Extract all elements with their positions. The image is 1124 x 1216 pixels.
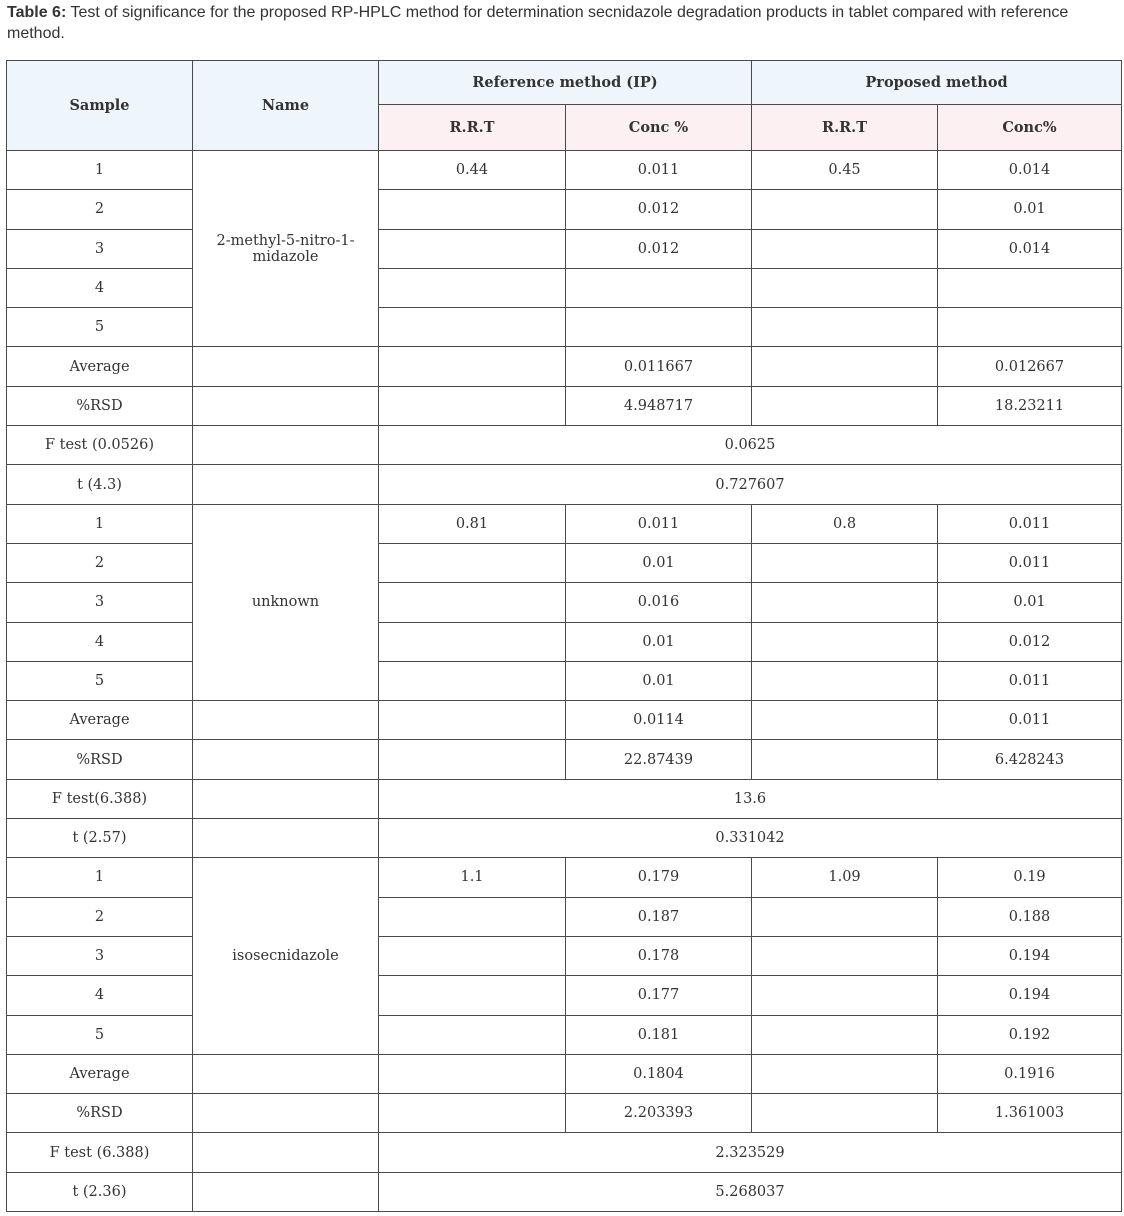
average-prop-cell: 0.011: [938, 701, 1122, 740]
ttest-label-cell: t (2.57): [7, 819, 193, 858]
table-row: [7, 308, 1122, 347]
table-caption: [7, 2, 1121, 44]
empty-cell: [193, 347, 379, 386]
ref-rrt-cell: [379, 583, 566, 622]
prop-rrt-cell: [752, 268, 938, 307]
sample-cell: 1: [7, 151, 193, 190]
prop-rrt-cell: [752, 622, 938, 661]
ref-conc-cell: 0.012: [566, 190, 752, 229]
empty-cell: [193, 819, 379, 858]
prop-conc-cell: 0.011: [938, 661, 1122, 700]
table-row: [7, 1015, 1122, 1054]
prop-rrt-cell: [752, 583, 938, 622]
table-body: [7, 151, 1122, 1212]
ref-conc-cell: 0.01: [566, 622, 752, 661]
header-sample: Sample: [7, 61, 193, 151]
average-label-cell: Average: [7, 701, 193, 740]
ref-conc-cell: 0.011: [566, 151, 752, 190]
empty-cell: [193, 1133, 379, 1172]
ref-conc-cell: 0.187: [566, 897, 752, 936]
prop-conc-cell: 0.011: [938, 504, 1122, 543]
table-row: [7, 622, 1122, 661]
ref-conc-cell: [566, 268, 752, 307]
empty-cell: [193, 779, 379, 818]
sample-cell: 2: [7, 543, 193, 582]
empty-cell: [752, 1054, 938, 1093]
table-row: [7, 543, 1122, 582]
average-prop-cell: 0.1916: [938, 1054, 1122, 1093]
average-ref-cell: 0.011667: [566, 347, 752, 386]
prop-rrt-cell: [752, 308, 938, 347]
prop-conc-cell: 0.188: [938, 897, 1122, 936]
ref-rrt-cell: [379, 897, 566, 936]
average-label-cell: Average: [7, 1054, 193, 1093]
empty-cell: [379, 701, 566, 740]
table-row: [7, 936, 1122, 975]
sample-cell: 2: [7, 190, 193, 229]
table-row: [7, 897, 1122, 936]
table-row: [7, 190, 1122, 229]
header-name: Name: [193, 61, 379, 151]
prop-conc-cell: 0.194: [938, 976, 1122, 1015]
ref-conc-cell: 0.012: [566, 229, 752, 268]
header-reference-method: Reference method (IP): [379, 61, 752, 105]
table-row: [7, 504, 1122, 543]
ref-conc-cell: 0.179: [566, 858, 752, 897]
rsd-prop-cell: 18.23211: [938, 386, 1122, 425]
significance-table: [6, 60, 1122, 1212]
sample-cell: 3: [7, 936, 193, 975]
header-prop-rrt: R.R.T: [752, 105, 938, 151]
prop-rrt-cell: [752, 1015, 938, 1054]
average-row: [7, 1054, 1122, 1093]
prop-conc-cell: 0.014: [938, 151, 1122, 190]
header-ref-conc: Conc %: [566, 105, 752, 151]
empty-cell: [193, 1172, 379, 1211]
prop-rrt-cell: [752, 936, 938, 975]
empty-cell: [379, 740, 566, 779]
ref-rrt-cell: [379, 190, 566, 229]
average-row: [7, 347, 1122, 386]
ref-conc-cell: 0.01: [566, 661, 752, 700]
ref-rrt-cell: [379, 1015, 566, 1054]
ref-conc-cell: 0.181: [566, 1015, 752, 1054]
empty-cell: [379, 1054, 566, 1093]
empty-cell: [752, 701, 938, 740]
ftest-label-cell: F test(6.388): [7, 779, 193, 818]
empty-cell: [193, 1094, 379, 1133]
prop-rrt-cell: 0.8: [752, 504, 938, 543]
empty-cell: [752, 1094, 938, 1133]
sample-cell: 1: [7, 858, 193, 897]
ref-rrt-cell: [379, 976, 566, 1015]
average-ref-cell: 0.1804: [566, 1054, 752, 1093]
sample-cell: 4: [7, 268, 193, 307]
prop-conc-cell: 0.01: [938, 190, 1122, 229]
rsd-ref-cell: 22.87439: [566, 740, 752, 779]
sample-cell: 1: [7, 504, 193, 543]
prop-rrt-cell: [752, 976, 938, 1015]
rsd-ref-cell: 4.948717: [566, 386, 752, 425]
sample-cell: 4: [7, 622, 193, 661]
compound-name-cell: 2-methyl-5-nitro-1-midazole: [193, 151, 379, 347]
ttest-row: [7, 819, 1122, 858]
ftest-row: [7, 426, 1122, 465]
ref-conc-cell: 0.01: [566, 543, 752, 582]
empty-cell: [193, 1054, 379, 1093]
ftest-value-cell: 0.0625: [379, 426, 1122, 465]
sample-cell: 5: [7, 1015, 193, 1054]
prop-conc-cell: 0.194: [938, 936, 1122, 975]
ttest-label-cell: t (2.36): [7, 1172, 193, 1211]
ttest-row: [7, 465, 1122, 504]
rsd-row: [7, 1094, 1122, 1133]
prop-rrt-cell: [752, 190, 938, 229]
ftest-value-cell: 13.6: [379, 779, 1122, 818]
empty-cell: [752, 347, 938, 386]
sample-cell: 3: [7, 583, 193, 622]
prop-rrt-cell: [752, 897, 938, 936]
table-row: [7, 151, 1122, 190]
prop-rrt-cell: 0.45: [752, 151, 938, 190]
header-proposed-method: Proposed method: [752, 61, 1122, 105]
empty-cell: [752, 740, 938, 779]
table-row: [7, 976, 1122, 1015]
sample-cell: 5: [7, 308, 193, 347]
empty-cell: [752, 386, 938, 425]
empty-cell: [379, 347, 566, 386]
rsd-ref-cell: 2.203393: [566, 1094, 752, 1133]
prop-conc-cell: 0.19: [938, 858, 1122, 897]
average-ref-cell: 0.0114: [566, 701, 752, 740]
sample-cell: 4: [7, 976, 193, 1015]
ftest-row: [7, 779, 1122, 818]
prop-rrt-cell: [752, 543, 938, 582]
sample-cell: 5: [7, 661, 193, 700]
ref-rrt-cell: 0.44: [379, 151, 566, 190]
caption-label: Table 6:: [7, 4, 67, 21]
empty-cell: [193, 426, 379, 465]
ttest-label-cell: t (4.3): [7, 465, 193, 504]
prop-rrt-cell: [752, 661, 938, 700]
ref-conc-cell: 0.177: [566, 976, 752, 1015]
ref-rrt-cell: [379, 622, 566, 661]
ref-rrt-cell: [379, 308, 566, 347]
compound-name-cell: isosecnidazole: [193, 858, 379, 1054]
compound-name-cell: unknown: [193, 504, 379, 700]
header-ref-rrt: R.R.T: [379, 105, 566, 151]
table-row: [7, 268, 1122, 307]
ref-conc-cell: [566, 308, 752, 347]
prop-conc-cell: 0.014: [938, 229, 1122, 268]
table-row: [7, 583, 1122, 622]
prop-conc-cell: 0.01: [938, 583, 1122, 622]
sample-cell: 3: [7, 229, 193, 268]
rsd-row: [7, 386, 1122, 425]
caption-text: Test of significance for the proposed RP-HPLC method for determination secnidazole degradation products in tablet compared with reference method.: [7, 4, 1069, 42]
average-prop-cell: 0.012667: [938, 347, 1122, 386]
ttest-row: [7, 1172, 1122, 1211]
average-label-cell: Average: [7, 347, 193, 386]
empty-cell: [193, 701, 379, 740]
rsd-row: [7, 740, 1122, 779]
ref-rrt-cell: [379, 936, 566, 975]
table-row: [7, 661, 1122, 700]
header-prop-conc: Conc%: [938, 105, 1122, 151]
ref-rrt-cell: [379, 661, 566, 700]
ttest-value-cell: 0.727607: [379, 465, 1122, 504]
empty-cell: [379, 386, 566, 425]
ref-rrt-cell: [379, 268, 566, 307]
prop-conc-cell: [938, 268, 1122, 307]
empty-cell: [193, 740, 379, 779]
rsd-label-cell: %RSD: [7, 1094, 193, 1133]
rsd-prop-cell: 6.428243: [938, 740, 1122, 779]
rsd-prop-cell: 1.361003: [938, 1094, 1122, 1133]
table-row: [7, 229, 1122, 268]
rsd-label-cell: %RSD: [7, 386, 193, 425]
ref-rrt-cell: [379, 229, 566, 268]
ftest-label-cell: F test (6.388): [7, 1133, 193, 1172]
ref-rrt-cell: [379, 543, 566, 582]
empty-cell: [379, 1094, 566, 1133]
table-row: [7, 858, 1122, 897]
ref-rrt-cell: 1.1: [379, 858, 566, 897]
sample-cell: 2: [7, 897, 193, 936]
average-row: [7, 701, 1122, 740]
prop-conc-cell: 0.012: [938, 622, 1122, 661]
ftest-row: [7, 1133, 1122, 1172]
prop-rrt-cell: [752, 229, 938, 268]
ref-conc-cell: 0.011: [566, 504, 752, 543]
prop-conc-cell: 0.192: [938, 1015, 1122, 1054]
ref-conc-cell: 0.016: [566, 583, 752, 622]
rsd-label-cell: %RSD: [7, 740, 193, 779]
ref-rrt-cell: 0.81: [379, 504, 566, 543]
ttest-value-cell: 0.331042: [379, 819, 1122, 858]
ttest-value-cell: 5.268037: [379, 1172, 1122, 1211]
ftest-label-cell: F test (0.0526): [7, 426, 193, 465]
prop-conc-cell: [938, 308, 1122, 347]
prop-rrt-cell: 1.09: [752, 858, 938, 897]
empty-cell: [193, 465, 379, 504]
ref-conc-cell: 0.178: [566, 936, 752, 975]
ftest-value-cell: 2.323529: [379, 1133, 1122, 1172]
prop-conc-cell: 0.011: [938, 543, 1122, 582]
empty-cell: [193, 386, 379, 425]
